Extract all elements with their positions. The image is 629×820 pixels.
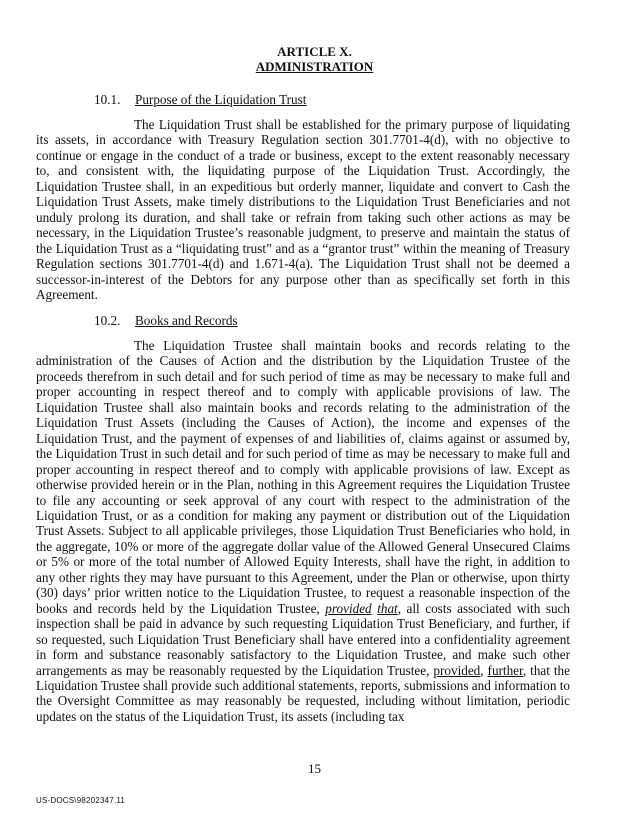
section-number: 10.2.: [94, 313, 121, 328]
body-text: , all costs associated with such inspection shall be paid in advance by such requesting Liquidation Trust Beneficiary, and further, if so requested, such Liquidation Trust Beneficiary shall have entered into a confidentiality agreement in form and substance reasonably satisfactory to the Liquidation Trustee, and make such other arrangements as may be reasonably requested by the Liquidation Trustee,: [36, 600, 571, 678]
section-title: Purpose of the Liquidation Trust: [135, 92, 307, 107]
section-10-2-heading: [94, 313, 238, 329]
provided-term: provided: [325, 600, 372, 616]
provided-term: provided: [433, 662, 481, 678]
section-10-1-body: The Liquidation Trust shall be established for the primary purpose of liquidating its assets, in accordance with Treasury Regulation section 301.7701-4(d), with no objective to continue or engage in the conduct of a trade or business, except to the extent reasonably necessary to, and consistent with, the liquidating purpose of the Liquidation Trust. Accordingly, the Liquidation Trustee shall, in an expeditious but orderly manner, liquidate and convert to Cash the Liquidation Trust Assets, make timely distributions to the Liquidation Trust Beneficiaries and not unduly prolong its duration, and shall take or refrain from taking such other actions as may be necessary, in the Liquidation Trustee’s reasonable judgment, to preserve and maintain the status of the Liquidation Trust as a “liquidating trust” and as a “grantor trust” within the meaning of Treasury Regulation sections 301.7701-4(d) and 1.671-4(a). The Liquidation Trust shall not be deemed a successor-in-interest of the Debtors for any purpose other than as specifically set forth in this Agreement.: [36, 117, 570, 302]
section-title: Books and Records: [135, 313, 238, 328]
section-10-2-body: The Liquidation Trustee shall maintain books and records relating to the administration of the Causes of Action and the distribution by the Liquidation Trustee of the proceeds therefrom in such detail and for such period of time as may be necessary to make full and proper accounting in respect thereof and to comply with applicable provisions of law. The Liquidation Trustee shall also maintain books and records relating to the administration of the Liquidation Trust Assets (including the Causes of Action), the income and expenses of the Liquidation Trust, and the payment of expenses of and liabilities of, claims against or assumed by, the Liquidation Trust in such detail and for such period of time as may be necessary to make full and proper accounting in respect thereof and to comply with applicable provisions of law. Except as otherwise provided herein or in the Plan, nothing in this Agreement requires the Liquidation Trustee to file any accounting or seek approval of any court with respect to the administration of the Liquidation Trust, or as a condition for making any payment or distribution out of the Liquidation Trust Assets. Subject to all applicable privileges, those Liquidation Trust Beneficiaries who hold, in the aggregate, 10% or more of the aggregate dollar value of the Allowed General Unsecured Claims or 5% or more of the total number of Allowed Equity Interests, shall have the right, in addition to any other rights they may have pursuant to this Agreement, under the Plan or otherwise, upon thirty (30) days’ prior written notice to the Liquidation Trustee, to request a reasonable inspection of the books and records held by the Liquidation Trustee, provided that, all costs associated with such inspection shall be paid in advance by such requesting Liquidation Trust Beneficiary, and further, if so requested, such Liquidation Trust Beneficiary shall have entered into a confidentiality agreement in form and substance reasonably satisfactory to the Liquidation Trustee, and make such other arrangements as may be reasonably requested by the Liquidation Trustee, provided, further, that the Liquidation Trustee shall provide such additional statements, reports, submissions and information to the Oversight Committee as may reasonably be requested, including without limitation, periodic updates on the status of the Liquidation Trust, its assets (including tax: [36, 338, 571, 724]
document-id: US-DOCS\98202347.11: [36, 796, 126, 805]
body-text: The Liquidation Trustee shall maintain books and records relating to the administration of the Causes of Action and the distribution by the Liquidation Trustee of the proceeds therefrom in such detail and for such period of time as may be necessary to make full and proper accounting in respect thereof and to comply with applicable provisions of law. The Liquidation Trustee shall also maintain books and records relating to the administration of the Liquidation Trust Assets (including the Causes of Action), the income and expenses of the Liquidation Trust, and the payment of expenses of and liabilities of, claims against or assumed by, the Liquidation Trust in such detail and for such period of time as may be necessary to make full and proper accounting in respect thereof and to comply with applicable provisions of law. Except as otherwise provided herein or in the Plan, nothing in this Agreement requires the Liquidation Trustee to file any accounting or seek approval of any court with respect to the administration of the Liquidation Trust, or as a condition for making any payment or distribution out of the Liquidation Trust Assets. Subject to all applicable privileges, those Liquidation Trust Beneficiaries who hold, in the aggregate, 10% or more of the aggregate dollar value of the Allowed General Unsecured Claims or 5% or more of the total number of Allowed Equity Interests, shall have the right, in addition to any other rights they may have pursuant to this Agreement, under the Plan or otherwise, upon thirty (30) days’ prior written notice to the Liquidation Trustee, to request a reasonable inspection of the books and records held by the Liquidation Trustee,: [36, 338, 570, 616]
article-number: ARTICLE X.: [277, 44, 352, 59]
article-title: ADMINISTRATION: [255, 59, 374, 74]
that-term: that: [377, 600, 398, 616]
page-number: 15: [308, 761, 321, 776]
further-term: further: [487, 662, 523, 678]
section-number: 10.1.: [94, 92, 121, 107]
body-text: , that the Liquidation Trustee shall provide such additional statements, reports, submissions and information to the Oversight Committee as may reasonably be requested, including without limitation, periodic updates on the status of the Liquidation Trust, its assets (including tax: [36, 662, 571, 724]
article-heading: [0, 44, 629, 74]
section-10-1-heading: [94, 92, 306, 108]
